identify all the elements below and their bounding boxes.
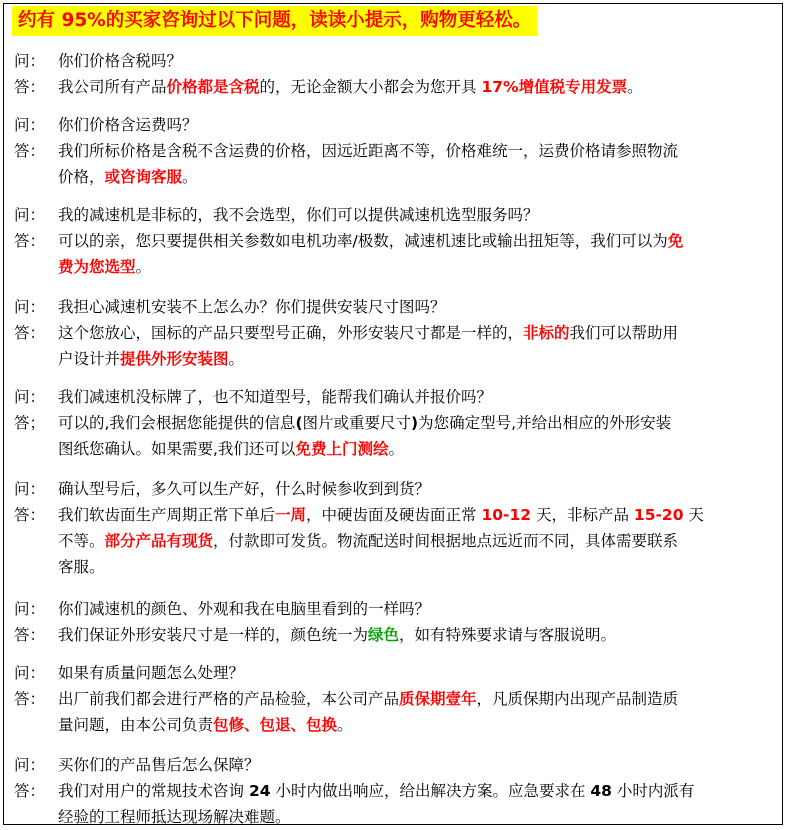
header-banner: 约有 95%的买家咨询过以下问题，读读小提示，购物更轻松。 <box>12 6 537 36</box>
question-label: 问： <box>14 480 46 498</box>
answer-text: 我公司所有产品价格都是含税的，无论金额大小都会为您开具 17%增值税专用发票。 <box>58 78 643 96</box>
answer-text: 图纸您确认。如果需要,我们还可以免费上门测绘。 <box>58 440 404 458</box>
answer-label: 答； <box>14 414 46 432</box>
question-label: 问： <box>14 116 46 134</box>
answer-label: 答： <box>14 690 46 708</box>
question-label: 问： <box>14 206 46 224</box>
faq-item <box>14 48 774 100</box>
answer-text: 我们所标价格是含税不含运费的价格，因远近距离不等，价格难统一，运费价格请参照物流 <box>58 142 679 160</box>
faq-item <box>14 384 774 462</box>
answer-text: 我们对用户的常规技术咨询 24 小时内做出响应，给出解决方案。应急要求在 48 小时内派有 <box>58 782 695 800</box>
question-text: 我的减速机是非标的，我不会选型，你们可以提供减速机选型服务吗？ <box>58 206 539 224</box>
answer-text: 户设计并提供外形安装图。 <box>58 350 245 368</box>
question-label: 问： <box>14 664 46 682</box>
answer-text: 我们软齿面生产周期正常下单后一周，中硬齿面及硬齿面正常 10-12 天，非标产品 15-20 天 <box>58 506 704 524</box>
answer-label: 答： <box>14 782 46 800</box>
answer-text: 量问题，由本公司负责包修、包退、包换。 <box>58 716 353 734</box>
faq-item <box>14 660 774 738</box>
question-text: 确认型号后，多久可以生产好，什么时候参收到到货？ <box>58 480 431 498</box>
question-text: 你们价格含运费吗？ <box>58 116 198 134</box>
answer-text: 客服。 <box>58 558 105 576</box>
answer-text: 我们保证外形安装尺寸是一样的，颜色统一为绿色，如有特殊要求请与客服说明。 <box>58 626 617 644</box>
answer-text: 费为您选型。 <box>58 258 152 276</box>
question-label: 问： <box>14 756 46 774</box>
faq-item <box>14 112 774 190</box>
question-text: 我们减速机没标牌了，也不知道型号，能帮我们确认并报价吗？ <box>58 388 493 406</box>
faq-item <box>14 294 774 372</box>
answer-text: 不等。部分产品有现货，付款即可发货。物流配送时间根据地点远近而不同，具体需要联系 <box>58 532 679 550</box>
answer-text: 可以的亲，您只要提供相关参数如电机功率/极数，减速机速比或输出扭矩等，我们可以为免 <box>58 232 684 250</box>
answer-label: 答： <box>14 78 46 96</box>
question-text: 如果有质量问题怎么处理？ <box>58 664 245 682</box>
question-text: 买你们的产品售后怎么保障？ <box>58 756 260 774</box>
question-label: 问： <box>14 52 46 70</box>
answer-label: 答： <box>14 232 46 250</box>
faq-item <box>14 476 774 580</box>
answer-text: 经验的工程师抵达现场解决难题。 <box>58 808 291 826</box>
question-text: 我担心减速机安装不上怎么办？你们提供安装尺寸图吗？ <box>58 298 446 316</box>
answer-label: 答： <box>14 626 46 644</box>
question-text: 你们减速机的颜色、外观和我在电脑里看到的一样吗？ <box>58 600 431 618</box>
faq-item <box>14 752 774 830</box>
answer-label: 答： <box>14 142 46 160</box>
answer-text: 可以的,我们会根据您能提供的信息(图片或重要尺寸)为您确定型号,并给出相应的外形安装 <box>58 414 672 432</box>
question-text: 你们价格含税吗？ <box>58 52 183 70</box>
answer-text: 这个您放心，国标的产品只要型号正确，外形安装尺寸都是一样的，非标的我们可以帮助用 <box>58 324 679 342</box>
question-label: 问： <box>14 388 46 406</box>
question-label: 问： <box>14 600 46 618</box>
answer-label: 答： <box>14 324 46 342</box>
answer-text: 价格，或咨询客服。 <box>58 168 198 186</box>
answer-text: 出厂前我们都会进行严格的产品检验，本公司产品质保期壹年，凡质保期内出现产品制造质 <box>58 690 679 708</box>
faq-item <box>14 596 774 648</box>
answer-label: 答： <box>14 506 46 524</box>
question-label: 问： <box>14 298 46 316</box>
faq-item <box>14 202 774 280</box>
